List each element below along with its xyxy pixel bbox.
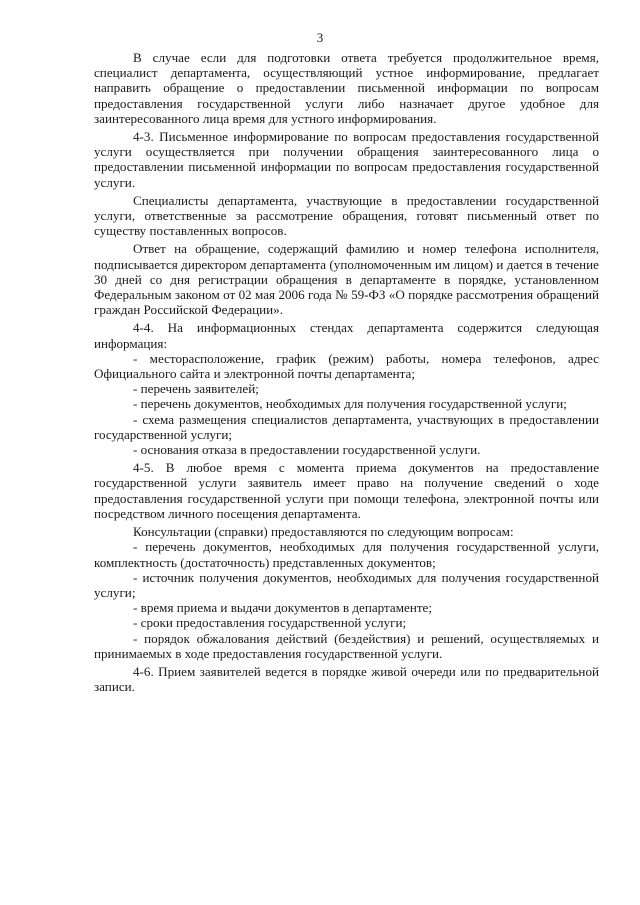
page-number: 3 xyxy=(316,30,324,45)
list-item-reception-time: - время приема и выдачи документов в департаменте; xyxy=(133,600,432,616)
paragraph-written-info-offer: В случае если для подготовки ответа требуется продолжительное время, специалист департамента, осуществляющий устное информирование, предлагает направить обращение о предоставлении письменной информации по вопросам предоставления государственной услуги либо назначает другое удобное для заинтересованного лица время для устного информирования. xyxy=(94,50,599,126)
list-item-location-schedule: - месторасположение, график (режим) работы, номера телефонов, адрес Официального сайта и электронной почты департамента; xyxy=(94,350,599,382)
list-item-documents-completeness: - перечень документов, необходимых для получения государственной услуги, комплектность (достаточность) представленных документов; xyxy=(94,539,599,570)
paragraph-4-3: 4-3. Письменное информирование по вопросам предоставления государственной услуги осуществляется при получении обращения заинтересованного лица о предоставлении письменной информации по вопросам предоставления государственной услуги. xyxy=(94,129,599,190)
list-item-appeal-procedure: - порядок обжалования действий (бездействия) и решений, осуществляемых и принимаемых в ходе предоставления государственной услуги. xyxy=(94,630,599,661)
paragraph-4-4: 4-4. На информационных стендах департамента содержится следующая информация: xyxy=(94,320,599,351)
paragraph-specialists-response: Специалисты департамента, участвующие в предоставлении государственной услуги, ответственные за рассмотрение обращения, готовят письменный ответ по существу поставленных вопросов. xyxy=(94,192,599,239)
list-item-service-terms: - сроки предоставления государственной услуги; xyxy=(133,615,407,631)
paragraph-consultations: Консультации (справки) предоставляются по следующим вопросам: xyxy=(133,524,514,540)
list-item-applicants: - перечень заявителей; xyxy=(133,381,259,397)
paragraph-4-6: 4-6. Прием заявителей ведется в порядке живой очереди или по предварительной записи. xyxy=(94,663,599,695)
list-item-refusal-grounds: - основания отказа в предоставлении государственной услуги. xyxy=(133,442,481,458)
paragraph-4-5: 4-5. В любое время с момента приема документов на предоставление государственной услуги заявитель имеет право на получение сведений о ходе предоставления государственной услуги при помощи телефона, электронной почты или посредством личного посещения департамента. xyxy=(94,460,599,521)
list-item-documents: - перечень документов, необходимых для получения государственной услуги; xyxy=(133,396,567,412)
list-item-document-sources: - источник получения документов, необходимых для получения государственной услуги; xyxy=(94,569,599,600)
paragraph-response-signing: Ответ на обращение, содержащий фамилию и номер телефона исполнителя, подписывается директором департамента (уполномоченным им лицом) и дается в течение 30 дней со дня регистрации обращения в департаменте в порядке, установленном Федеральным законом от 02 мая 2006 года № 59-ФЗ «О порядке рассмотрения обращений граждан Российской Федерации». xyxy=(94,241,599,318)
list-item-specialists-layout: - схема размещения специалистов департамента, участвующих в предоставлении государственной услуги; xyxy=(94,411,599,442)
document-body xyxy=(94,50,599,694)
